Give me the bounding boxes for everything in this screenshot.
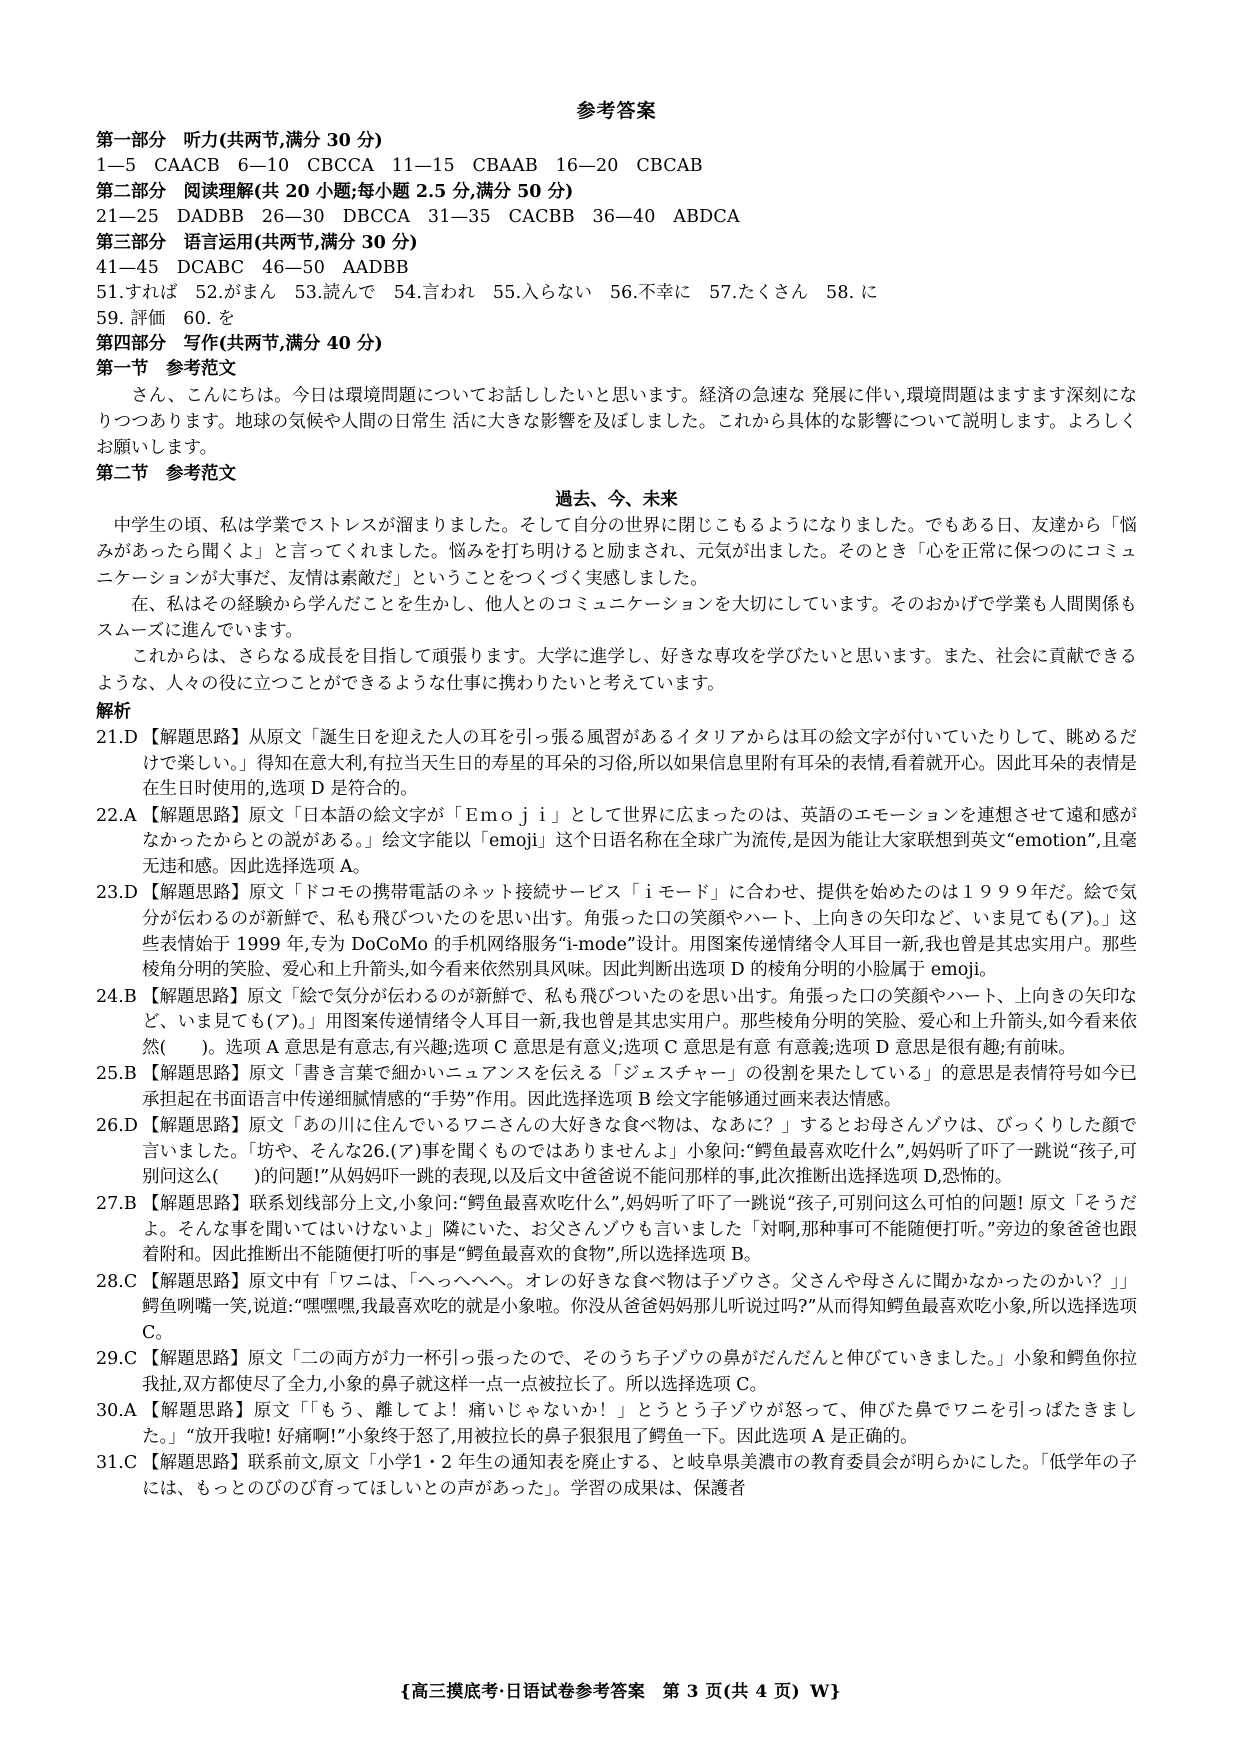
- analysis-item-text: 【解題思路】原文「日本語の絵文字が「Ｅｍｏｊｉ」として世界に広まったのは、英語のエモーションを連想させて遠和感がなかったからとの説がある。」绘文字能以「emoji」这个日语名称在全球广为流传,是因为能让大家联想到英文“emotion”,且毫无违和感。因此选择选项 A。: [142, 805, 1137, 877]
- analysis-item-number: 23.D: [96, 883, 138, 904]
- analysis-item-number: 21.D: [96, 728, 138, 749]
- analysis-item-number: 26.D: [96, 1116, 138, 1137]
- answer-line-language-use-1: 41—45 DCABC 46—50 AADBB: [96, 257, 409, 278]
- analysis-item: [96, 985, 1137, 1062]
- writing-part2-heading: 第二节 参考范文: [96, 463, 236, 484]
- answer-line-language-use-3: 59. 評価 60. を: [96, 308, 236, 329]
- analysis-item-text: 【解題思路】原文「二の両方が力一杯引っ張ったので、そのうち子ゾウの鼻がだんだんと伸びていきました。」小象和鳄鱼你拉我扯,双方都使尽了全力,小象的鼻子就这样一点一点被拉长了。所以选择选项 C。: [142, 1349, 1137, 1395]
- analysis-item-text: 【解題思路】联系前文,原文「小学1・2 年生の通知表を廃止する、と岐阜県美濃市の教育委員会が明らかにした。「低学年の子には、もっとのびのび育ってほしいとの声があった」。学習の成果は、保護者: [142, 1453, 1137, 1499]
- analysis-item-text: 【解題思路】原文「書き言葉で細かいニュアンスを伝える「ジェスチャー」の役割を果たしている」的意思是表情符号如今已承担起在书面语言中传递细腻情感的“手势”作用。因此选择选项 B 绘文字能够通过画来表达情感。: [142, 1064, 1137, 1110]
- analysis-item: [96, 804, 1137, 881]
- answer-line-reading: 21—25 DADBB 26—30 DBCCA 31—35 CACBB 36—40 ABDCA: [96, 207, 740, 228]
- answer-line-language-use-2: 51.すれば 52.がまん 53.読んで 54.言われ 55.入らない 56.不幸に 57.たくさん 58. に: [96, 283, 878, 304]
- analysis-item-text: 【解題思路】联系划线部分上文,小象问:“鳄鱼最喜欢吃什么”,妈妈听了吓了一跳说“孩子,可别问这么可怕的问题! 原文「そうだよ。そんな事を聞いてはいけないよ」隣にいた、お父さんゾウも言いました「対啊,那种事可不能随便打听。”旁边的象爸爸也跟着附和。因此推断出不能随便打听的事是“鳄鱼最喜欢的食物”,所以选择选项 B。: [142, 1193, 1137, 1266]
- section-heading-writing: 第四部分 写作(共两节,满分 40 分): [96, 334, 383, 354]
- analysis-item: [96, 1114, 1137, 1191]
- analysis-item-text: 【解題思路】原文「「もう、離してよ！痛いじゃないか！」とうとう子ゾウが怒って、伸びた鼻でワニを引っぱたきました。」“放开我啦! 好痛啊!”小象终于怒了,用被拉长的鼻子狠狠甩了鳄鱼一下。因此选项 A 是正确的。: [142, 1401, 1137, 1447]
- analysis-heading: 解析: [96, 701, 131, 722]
- analysis-item: [96, 1399, 1137, 1450]
- analysis-item: [96, 1270, 1137, 1347]
- analysis-item-text: 【解題思路】从原文「誕生日を迎えた人の耳を引っ張る風習があるイタリアからは耳の絵文字が付いていたりして、眺めるだけで楽しい。」得知在意大利,有拉当天生日的寿星的耳朵的习俗,所以如果信息里附有耳朵的表情,看着就开心。因此耳朵的表情是在生日时使用的,选项 D 是符合的。: [142, 728, 1137, 800]
- analysis-item: [96, 1451, 1137, 1502]
- page-footer: [0, 1677, 1241, 1702]
- page-title: 参考答案: [576, 100, 657, 122]
- writing-part2-title: 過去、今、未来: [555, 489, 678, 510]
- analysis-item-number: 22.A: [96, 805, 137, 826]
- analysis-item-text: 【解題思路】原文中有「ワニは、「へっへへへ。オレの好きな食べ物は子ゾウさ。父さんや母さんに聞かなかったのかい？」」鳄鱼咧嘴一笑,说道:“嘿嘿嘿,我最喜欢吃的就是小象啦。你没从爸爸妈妈那儿听说过吗?”从而得知鳄鱼最喜欢吃小象,所以选择选项 C。: [142, 1271, 1137, 1343]
- analysis-item: [96, 1192, 1137, 1269]
- analysis-item-text: 【解題思路】原文「絵で気分が伝わるのが新鮮で、私も飛びついたのを思い出す。角張った口の笑顔やハート、上向きの矢印など、いま見ても(ア)。」用图案传递情绪令人耳目一新,我也曾是其忠实用户。那些棱角分明的笑脸、爱心和上升箭头,如今看来依然( )。选项 A 意思是有意志,有兴趣;选项 C 意思是有意义;选项 C 意思是有意 有意義;选项 D 意思是很有趣;有前味。: [142, 986, 1137, 1058]
- analysis-item: [96, 1062, 1137, 1113]
- writing-part1-paragraph: さん、こんにちは。今日は環境問題についてお話ししたいと思います。経済の急速な 発展に伴い,環境問題はますます深刻になりつつあります。地球の気候や人間の日常生 活に大きな影響を及ぼしました。これから具体的な影響について説明します。よろしく お願いします。: [96, 385, 1137, 459]
- analysis-item-number: 29.C: [96, 1349, 138, 1370]
- analysis-item-number: 28.C: [96, 1271, 138, 1292]
- section-heading-listening: 第一部分 听力(共两节,满分 30 分): [96, 131, 383, 151]
- analysis-item: [96, 881, 1137, 983]
- writing-part2-paragraph-3: これからは、さらなる成長を目指して頑張ります。大学に進学し、好きな専攻を学びたいと思います。また、社会に貢献できるような、人々の役に立つことができるような仕事に携わりたいと考えています。: [96, 647, 1137, 694]
- answer-line-listening: 1—5 CAACB 6—10 CBCCA 11—15 CBAAB 16—20 CBCAB: [96, 156, 703, 177]
- analysis-item-number: 31.C: [96, 1453, 138, 1474]
- analysis-item-number: 30.A: [96, 1401, 137, 1422]
- writing-part1-heading: 第一节 参考范文: [96, 359, 236, 380]
- analysis-item: [96, 726, 1137, 803]
- analysis-item-number: 24.B: [96, 986, 137, 1007]
- analysis-item-number: 25.B: [96, 1064, 137, 1085]
- analysis-item: [96, 1347, 1137, 1398]
- analysis-item-number: 27.B: [96, 1193, 137, 1214]
- footer-mark: W}: [810, 1682, 842, 1702]
- section-heading-language-use: 第三部分 语言运用(共两节,满分 30 分): [96, 232, 418, 253]
- writing-part2-paragraph-2: 在、私はその経験から学んだことを生かし、他人とのコミュニケーションを大切にしています。そのおかげで学業も人間関係もスムーズに進んでいます。: [96, 594, 1137, 642]
- section-heading-reading: 第二部分 阅读理解(共 20 小题;每小题 2.5 分,满分 50 分): [96, 181, 574, 202]
- analysis-item-text: 【解題思路】原文「ドコモの携帯電話のネット接続サービス「ｉモード」に合わせ、提供を始めたのは１９９９年だ。絵で気分が伝わるのが新鮮で、私も飛びついたのを思い出す。角張った口の笑顔やハート、上向きの矢印など、いま見ても(ア)。」这些表情始于 1999 年,专为 DoCoMo 的手机网络服务“i-mode”设计。用图案传递情绪令人耳目一新,我也曾是其忠实用户。那些棱角分明的笑脸、爱心和上升箭头,如今看来依然别具风味。因此判断出选项 D 的棱角分明的小脸属于 emoji。: [142, 883, 1137, 981]
- writing-part2-paragraph-1: 中学生の頃、私は学業でストレスが溜まりました。そして自分の世界に閉じこもるようになりました。でもある日、友達から「悩みがあったら聞くよ」と言ってくれました。悩みを打ち明けると励まされ、元気が出ました。そのとき「心を正常に保つのにコミュニケーションが大事だ、友情は素敵だ」ということをつくづく実感しました。: [96, 516, 1137, 589]
- analysis-item-text: 【解題思路】原文「あの川に住んでいるワニさんの大好きな食べ物は、なあに？」するとお母さんゾウは、びっくりした顔で言いました。「坊や、そんな26.(ア)事を聞くものではありませんよ」小象问:“鳄鱼最喜欢吃什么”,妈妈听了吓了一跳说“孩子,可别问这么( )的问题!”从妈妈吓一跳的表现,以及后文中爸爸说不能问那样的事,此次推断出选择选项 D,恐怖的。: [142, 1116, 1137, 1188]
- footer-text: {高三摸底考·日语试卷参考答案 第 3 页(共 4 页): [399, 1682, 801, 1702]
